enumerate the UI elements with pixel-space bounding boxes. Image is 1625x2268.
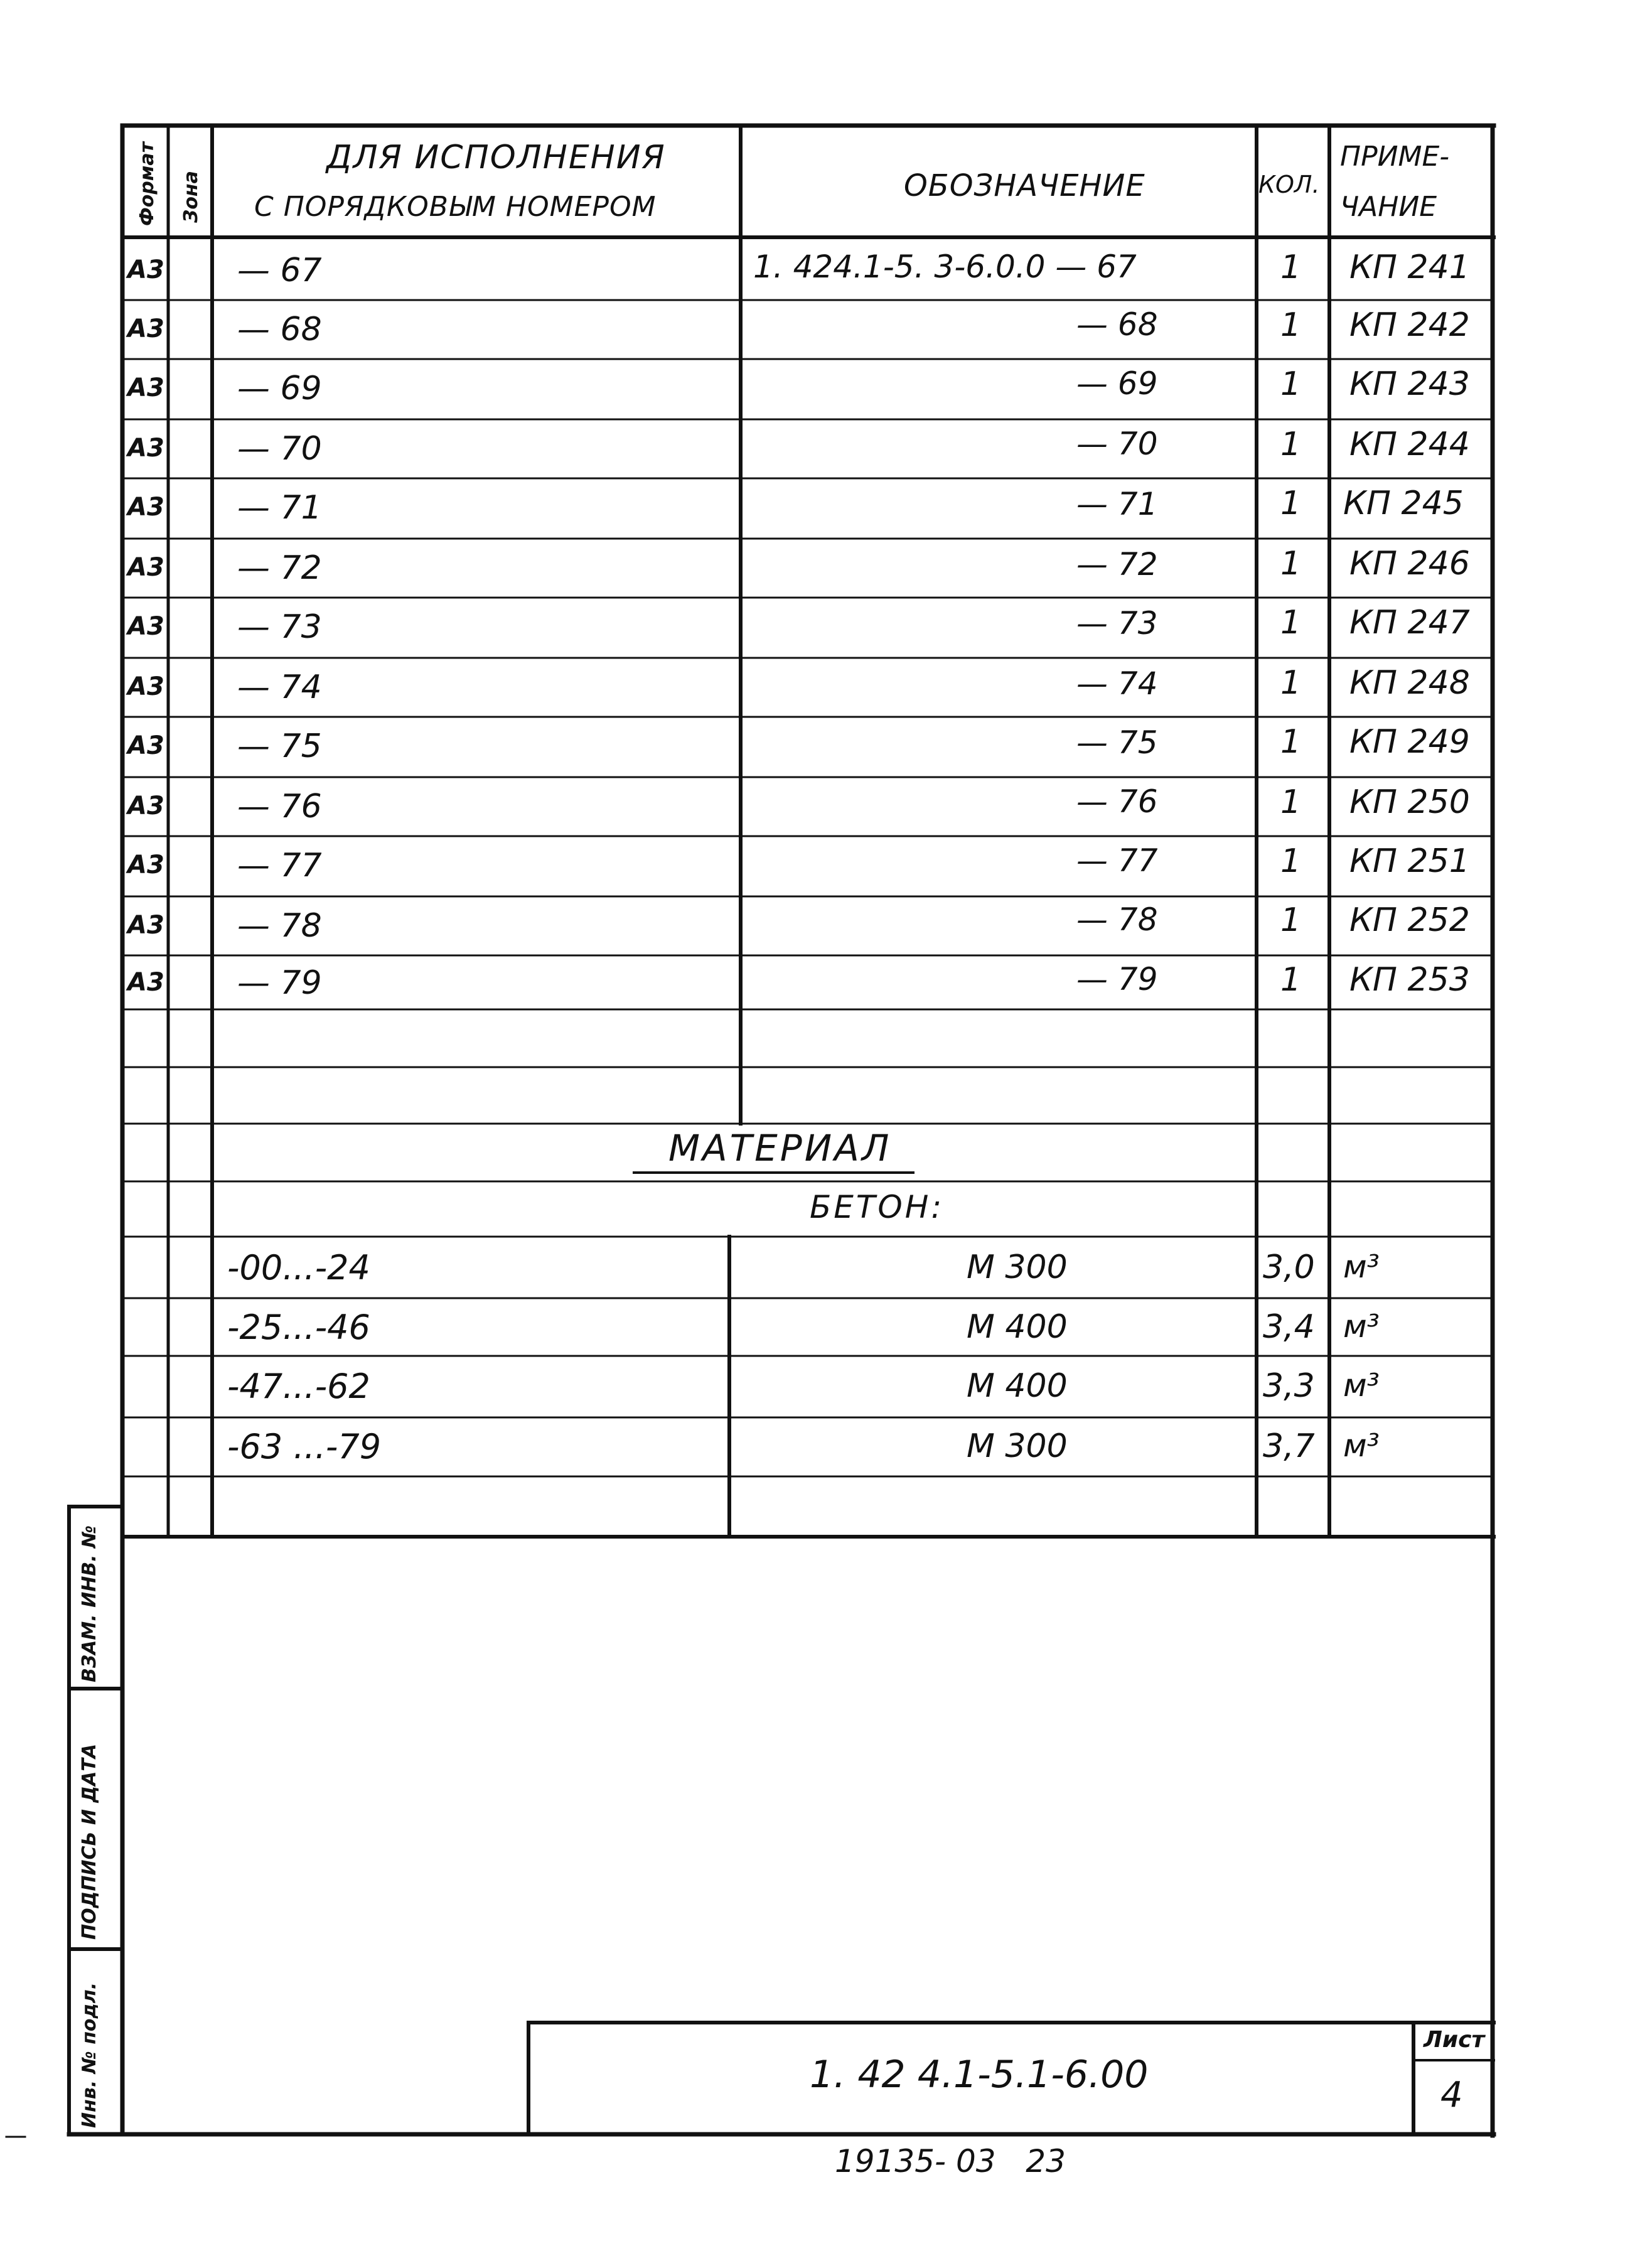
- material-unit: м³: [1343, 1308, 1380, 1345]
- row-note: КП 251: [1349, 842, 1470, 880]
- row-note: КП 243: [1349, 365, 1470, 403]
- row-qty: 1: [1280, 604, 1302, 642]
- row-format: А3: [127, 731, 164, 760]
- sheet-number: 4: [1440, 2075, 1463, 2115]
- stamp-inv-orig: Инв. № подл.: [78, 1982, 100, 2128]
- header-zone: Зона: [180, 171, 202, 223]
- row-format: А3: [127, 553, 164, 582]
- row-variant: — 73: [237, 608, 322, 646]
- row-designation: — 69: [1076, 365, 1158, 402]
- row-format: А3: [127, 851, 164, 879]
- row-format: А3: [127, 612, 164, 641]
- material-qty: 3,3: [1263, 1367, 1315, 1405]
- row-format: А3: [127, 374, 164, 402]
- row-variant: — 72: [237, 549, 322, 587]
- row-qty: 1: [1280, 664, 1302, 702]
- row-variant: — 67: [237, 252, 322, 289]
- row-variant: — 69: [237, 370, 322, 407]
- stamp-sign-date: ПОДПИСЬ И ДАТА: [78, 1743, 100, 1940]
- row-designation: — 78: [1076, 901, 1158, 938]
- row-note: КП 244: [1349, 426, 1470, 463]
- row-format: А3: [127, 672, 164, 701]
- material-grade: М 300: [967, 1249, 1068, 1286]
- row-note: КП 245: [1343, 485, 1464, 522]
- material-grade: М 400: [967, 1367, 1068, 1405]
- material-grade: М 400: [967, 1308, 1068, 1346]
- row-variant: — 71: [237, 489, 322, 527]
- row-qty: 1: [1280, 249, 1302, 286]
- material-title: МАТЕРИАЛ: [668, 1127, 892, 1169]
- row-designation: — 79: [1076, 961, 1158, 997]
- material-variant: -00...-24: [227, 1248, 370, 1287]
- row-note: КП 253: [1349, 961, 1470, 999]
- row-designation: — 70: [1076, 426, 1158, 462]
- row-qty: 1: [1280, 901, 1302, 939]
- row-variant: — 77: [237, 847, 322, 884]
- row-qty: 1: [1280, 723, 1302, 761]
- row-format: А3: [127, 493, 164, 522]
- row-designation: — 71: [1076, 486, 1158, 522]
- row-variant: — 78: [237, 907, 322, 945]
- header-note-line2: ЧАНИЕ: [1340, 191, 1437, 223]
- row-qty: 1: [1280, 365, 1302, 403]
- row-designation: — 68: [1076, 306, 1158, 343]
- row-format: А3: [127, 792, 164, 820]
- row-designation: — 76: [1076, 783, 1158, 820]
- row-variant: — 76: [237, 788, 322, 825]
- header-variant-line2: С ПОРЯДКОВЫМ НОМЕРОМ: [254, 191, 657, 223]
- row-designation: — 77: [1076, 842, 1158, 879]
- row-note: КП 241: [1349, 249, 1470, 286]
- material-qty: 3,7: [1263, 1427, 1315, 1465]
- row-variant: — 75: [237, 728, 322, 765]
- row-designation: 1. 424.1-5. 3-6.0.0 — 67: [753, 249, 1137, 285]
- row-note: КП 250: [1349, 783, 1470, 821]
- row-designation: — 74: [1076, 665, 1158, 702]
- row-qty: 1: [1280, 306, 1302, 344]
- row-note: КП 246: [1349, 545, 1470, 583]
- row-format: А3: [127, 434, 164, 463]
- header-qty: КОЛ.: [1258, 171, 1320, 198]
- material-variant: -63 ...-79: [227, 1427, 382, 1466]
- row-variant: — 74: [237, 669, 322, 706]
- row-variant: — 68: [237, 311, 322, 348]
- row-variant: — 70: [237, 430, 322, 468]
- material-variant: -25...-46: [227, 1308, 370, 1347]
- material-qty: 3,0: [1263, 1249, 1315, 1286]
- row-designation: — 73: [1076, 605, 1158, 642]
- row-format: А3: [127, 314, 164, 343]
- row-qty: 1: [1280, 961, 1302, 999]
- header-variant-line1: ДЛЯ ИСПОЛНЕНИЯ: [326, 139, 666, 176]
- row-note: КП 248: [1349, 664, 1470, 702]
- row-note: КП 242: [1349, 306, 1470, 344]
- row-note: КП 249: [1349, 723, 1470, 761]
- row-variant: — 79: [237, 964, 322, 1002]
- row-note: КП 247: [1349, 604, 1470, 642]
- row-qty: 1: [1280, 842, 1302, 880]
- archive-code: 19135- 03 23: [835, 2143, 1066, 2179]
- material-variant: -47...-62: [227, 1367, 370, 1406]
- row-qty: 1: [1280, 783, 1302, 821]
- sheet-label: Лист: [1424, 2027, 1485, 2053]
- material-qty: 3,4: [1263, 1308, 1315, 1346]
- row-format: А3: [127, 255, 164, 284]
- row-qty: 1: [1280, 426, 1302, 463]
- material-unit: м³: [1343, 1249, 1380, 1285]
- material-grade: М 300: [967, 1427, 1068, 1465]
- row-note: КП 252: [1349, 901, 1470, 939]
- material-unit: м³: [1343, 1427, 1380, 1464]
- material-unit: м³: [1343, 1367, 1380, 1404]
- row-format: А3: [127, 911, 164, 940]
- material-subtitle: БЕТОН:: [810, 1189, 945, 1225]
- row-designation: — 72: [1076, 546, 1158, 583]
- header-designation: ОБОЗНАЧЕНИЕ: [904, 168, 1145, 203]
- header-note-line1: ПРИМЕ-: [1340, 141, 1450, 173]
- row-qty: 1: [1280, 545, 1302, 583]
- row-format: А3: [127, 968, 164, 997]
- stamp-replace-inv: ВЗАМ. ИНВ. №: [78, 1525, 100, 1682]
- row-designation: — 75: [1076, 724, 1158, 761]
- doc-code: 1. 42 4.1-5.1-6.00: [810, 2053, 1149, 2097]
- row-qty: 1: [1280, 485, 1302, 522]
- header-format: Формат: [136, 142, 158, 226]
